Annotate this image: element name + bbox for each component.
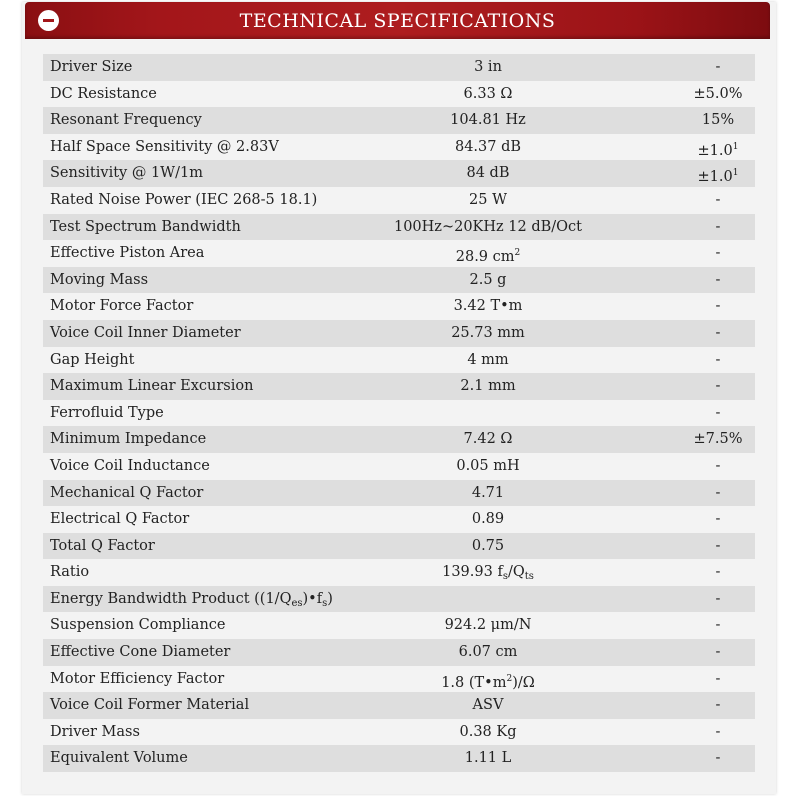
spec-tolerance-text: - [715,298,721,315]
spec-row [43,54,755,81]
spec-row [43,320,755,347]
spec-value [383,160,593,187]
spec-value [383,719,593,746]
spec-tolerance [673,666,763,693]
spec-value-superscript: 2 [514,248,521,259]
spec-tolerance-footnote: 1 [732,168,739,179]
spec-tolerance-text: - [715,564,721,581]
spec-value [383,692,593,719]
spec-name: Electrical Q Factor [50,511,190,528]
spec-value-text: 84.37 dB [454,138,522,155]
spec-name-part: )•f [302,590,323,607]
spec-tolerance [673,559,763,586]
spec-name: Half Space Sensitivity @ 2.83V [50,138,279,155]
spec-value-text: 4.71 [471,484,505,501]
spec-value [383,134,593,161]
spec-row [43,267,755,294]
spec-name: DC Resistance [50,85,157,102]
spec-value [383,214,593,241]
spec-name-part: ) [327,590,333,607]
spec-tolerance-text: - [715,511,721,528]
spec-name: Equivalent Volume [50,750,188,767]
spec-tolerance-text: - [715,750,721,767]
spec-tolerance-footnote: 1 [732,141,739,152]
spec-value [383,480,593,507]
spec-name: Voice Coil Former Material [50,697,250,714]
spec-row [43,506,755,533]
spec-name-part: s [322,597,328,609]
spec-tolerance-text: ±5.0% [693,85,743,102]
spec-value [383,506,593,533]
spec-value-text: 4 mm [467,351,509,368]
spec-name: Moving Mass [50,271,149,288]
spec-row [43,453,755,480]
spec-tolerance [673,54,763,81]
spec-value-text: 1.8 (T•m [441,674,507,691]
spec-tolerance-text: - [715,670,721,687]
spec-name: Mechanical Q Factor [50,484,204,501]
spec-value [383,533,593,560]
spec-name: Maximum Linear Excursion [50,378,254,395]
spec-tolerance [673,453,763,480]
spec-row [43,719,755,746]
spec-name: Ferrofluid Type [50,404,164,421]
spec-value-text: 6.07 cm [458,644,518,661]
spec-value [383,293,593,320]
spec-tolerance [673,639,763,666]
spec-value [383,267,593,294]
spec-tolerance [673,81,763,108]
spec-tolerance-text: - [715,245,721,262]
spec-value [383,639,593,666]
spec-tolerance [673,214,763,241]
spec-value [383,107,593,134]
spec-tolerance-text: - [715,404,721,421]
spec-row [43,745,755,772]
spec-row [43,400,755,427]
spec-name: Motor Force Factor [50,298,194,315]
spec-row [43,240,755,267]
spec-tolerance [673,373,763,400]
spec-name: Driver Size [50,59,133,75]
spec-value-text: 28.9 cm [455,249,515,266]
spec-value-text: 924.2 μm/N [444,617,532,634]
spec-tolerance-text: - [715,537,721,554]
spec-tolerance [673,293,763,320]
spec-row [43,666,755,693]
spec-tolerance-text: - [715,617,721,634]
spec-tolerance-text: - [715,484,721,501]
spec-tolerance [673,480,763,507]
spec-row [43,293,755,320]
spec-table [43,54,755,772]
spec-name: Total Q Factor [50,537,155,554]
spec-name: Gap Height [50,351,135,368]
spec-tolerance [673,612,763,639]
spec-title: TECHNICAL SPECIFICATIONS [239,10,556,32]
spec-value-text: 2.1 mm [460,378,516,395]
spec-name: Motor Efficiency Factor [50,670,225,687]
spec-name: Minimum Impedance [50,431,207,448]
spec-name: Suspension Compliance [50,617,226,634]
spec-tolerance [673,347,763,374]
spec-value [383,54,593,81]
spec-name: Effective Cone Diameter [50,644,231,661]
spec-value [383,426,593,453]
spec-row [43,160,755,187]
spec-name: Voice Coil Inner Diameter [50,324,241,341]
spec-name: Voice Coil Inductance [50,457,210,474]
spec-tolerance-text: ±1.0 [697,169,733,186]
spec-row [43,214,755,241]
spec-header[interactable] [25,2,770,39]
spec-value-text: 0.75 [471,537,505,554]
spec-value-part: /Q [507,564,525,581]
spec-tolerance-text: ±1.0 [697,142,733,159]
spec-row [43,426,755,453]
spec-tolerance-text: - [715,351,721,368]
spec-row [43,107,755,134]
spec-value-text: 25 W [469,191,507,208]
spec-value [383,373,593,400]
spec-name: Resonant Frequency [50,112,202,129]
spec-row [43,559,755,586]
spec-row [43,586,755,613]
spec-row [43,134,755,161]
spec-row [43,480,755,507]
spec-value-text: 104.81 Hz [450,112,526,129]
spec-tolerance [673,506,763,533]
spec-value-suffix: )/Ω [512,674,535,691]
spec-tolerance [673,533,763,560]
spec-value-text: ASV [472,697,504,714]
spec-name: Test Spectrum Bandwidth [50,218,241,235]
spec-tolerance [673,240,763,267]
spec-value-text: 0.05 mH [456,457,520,474]
spec-value-text: 2.5 g [469,271,507,288]
spec-row [43,612,755,639]
spec-tolerance-text: - [715,723,721,740]
spec-value [383,187,593,214]
spec-value-part: s [502,571,508,583]
spec-value-text: 0.89 [471,511,505,528]
spec-tolerance [673,107,763,134]
spec-tolerance [673,187,763,214]
spec-row [43,533,755,560]
spec-value-text: 3 in [474,59,502,75]
spec-value-text: 84 dB [466,165,510,182]
spec-name-part: Energy Bandwidth Product ((1/Q [50,590,292,607]
spec-value-text: 0.38 Kg [459,723,517,740]
spec-value-text: 25.73 mm [451,324,525,341]
spec-row [43,187,755,214]
spec-tolerance [673,719,763,746]
spec-value-part: ts [524,571,534,583]
spec-tolerance-text: - [715,590,721,607]
spec-tolerance [673,426,763,453]
spec-tolerance-text: - [715,59,721,75]
spec-value [383,745,593,772]
spec-value-text: 3.42 T•m [453,298,523,315]
spec-tolerance [673,586,763,613]
spec-value [383,347,593,374]
spec-tolerance-text: 15% [701,112,735,129]
spec-value-part: 139.93 f [442,564,503,581]
spec-row [43,81,755,108]
spec-name-part: es [291,597,303,609]
spec-name: Effective Piston Area [50,245,205,262]
spec-name: Driver Mass [50,723,140,740]
spec-tolerance-text: - [715,697,721,714]
spec-tolerance-text: - [715,324,721,341]
spec-name: Ratio [50,564,90,581]
spec-tolerance-text: - [715,378,721,395]
spec-value [383,320,593,347]
spec-value-superscript: 2 [506,673,513,684]
spec-value-text: 100Hz~20KHz 12 dB/Oct [393,218,582,235]
spec-row [43,347,755,374]
spec-row [43,639,755,666]
spec-tolerance-text: ±7.5% [693,431,743,448]
spec-value-text: 1.11 L [464,750,512,767]
spec-value [383,453,593,480]
spec-value-text: 6.33 Ω [463,85,513,102]
spec-tolerance [673,320,763,347]
spec-tolerance [673,745,763,772]
spec-value [383,612,593,639]
spec-tolerance [673,267,763,294]
spec-tolerance [673,692,763,719]
spec-tolerance-text: - [715,218,721,235]
spec-row [43,373,755,400]
spec-tolerance-text: - [715,457,721,474]
spec-name: Rated Noise Power (IEC 268-5 18.1) [50,191,318,208]
spec-value [383,81,593,108]
spec-tolerance [673,400,763,427]
spec-name: Sensitivity @ 1W/1m [50,165,203,182]
spec-tolerance-text: - [715,191,721,208]
spec-tolerance-text: - [715,644,721,661]
spec-value-text: 7.42 Ω [463,431,513,448]
spec-row [43,692,755,719]
spec-tolerance-text: - [715,271,721,288]
